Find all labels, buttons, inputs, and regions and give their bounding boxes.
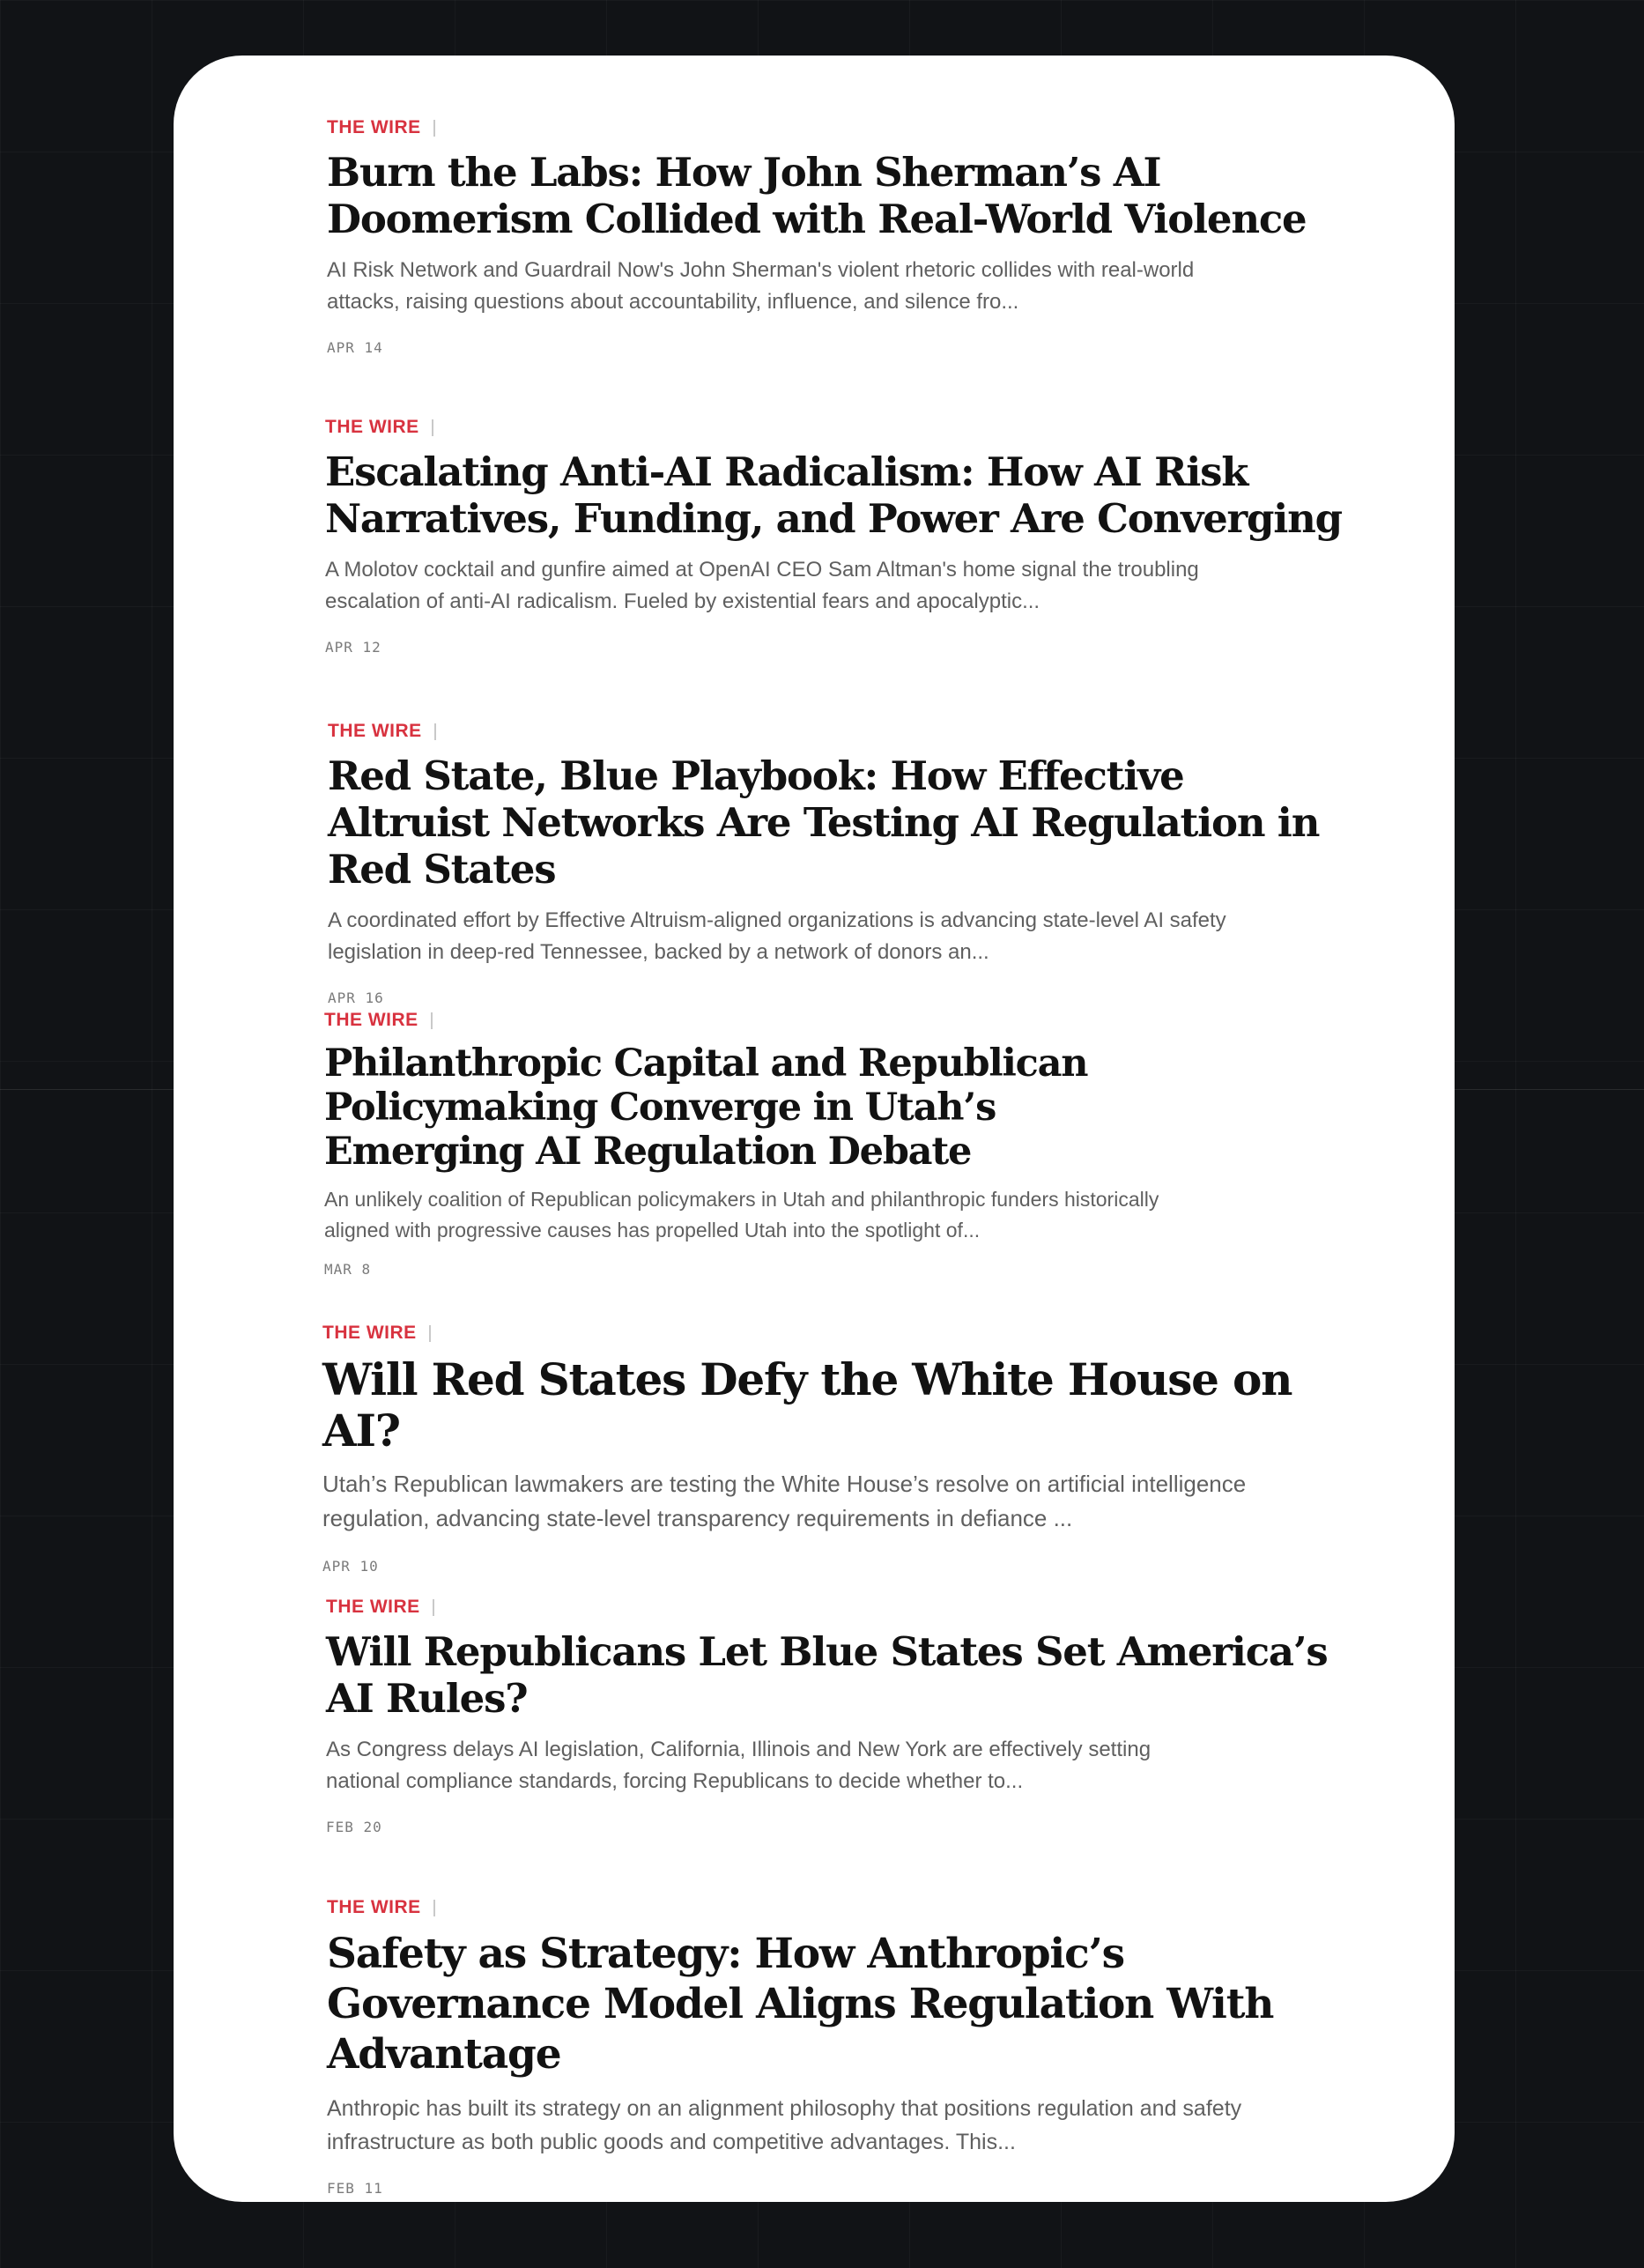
article-kicker	[327, 1897, 1349, 1918]
article-excerpt: An unlikely coalition of Republican policymakers in Utah and philanthropic funders historically aligned with progressive causes has propelled Utah into the spotlight of...	[324, 1188, 1159, 1241]
kicker-divider	[434, 723, 436, 740]
article-item[interactable]	[327, 117, 1349, 356]
article-excerpt: Utah’s Republican lawmakers are testing the White House’s resolve on artificial intelligence regulation, advancing state-level transparency requirements in defiance ...	[322, 1471, 1247, 1531]
article-date: FEB 20	[326, 1819, 382, 1835]
article-title[interactable]: Burn the Labs: How John Sherman’s AI Doomerism Collided with Real-World Violence	[327, 149, 1307, 242]
article-item[interactable]	[327, 1897, 1349, 2197]
article-kicker	[325, 417, 1347, 438]
article-title[interactable]: Will Red States Defy the White House on AI?	[322, 1353, 1292, 1456]
article-title[interactable]: Red State, Blue Playbook: How Effective Altruist Networks Are Testing AI Regulation in Red States	[328, 752, 1320, 893]
article-item[interactable]	[325, 417, 1347, 656]
article-excerpt: A coordinated effort by Effective Altruism-aligned organizations is advancing state-level AI safety legislation in deep-red Tennessee, backed by a network of donors an...	[328, 908, 1226, 964]
section-label[interactable]: THE WIRE	[328, 721, 422, 741]
article-kicker	[326, 1597, 1348, 1618]
article-date: APR 12	[325, 639, 381, 656]
article-item[interactable]	[328, 721, 1350, 1006]
article-excerpt: As Congress delays AI legislation, California, Illinois and New York are effectively setting national compliance standards, forcing Republicans to decide whether to...	[326, 1738, 1152, 1793]
article-title[interactable]: Philanthropic Capital and Republican Policymaking Converge in Utah’s Emerging AI Regulation Debate	[324, 1041, 1088, 1174]
article-item[interactable]	[322, 1323, 1344, 1575]
section-label[interactable]: THE WIRE	[326, 1597, 420, 1617]
kicker-divider	[433, 120, 435, 137]
article-date: APR 16	[328, 989, 384, 1006]
article-item[interactable]	[324, 1010, 1346, 1278]
kicker-divider	[432, 419, 433, 436]
article-title[interactable]: Safety as Strategy: How Anthropic’s Governance Model Aligns Regulation With Advantage	[327, 1930, 1274, 2079]
article-kicker	[327, 117, 1349, 138]
article-title[interactable]: Escalating Anti-AI Radicalism: How AI Risk Narratives, Funding, and Power Are Converging	[325, 448, 1342, 542]
article-date: FEB 11	[327, 2180, 383, 2197]
article-date: APR 14	[327, 339, 383, 356]
article-list-card	[174, 56, 1455, 2202]
article-excerpt: AI Risk Network and Guardrail Now's John Sherman's violent rhetoric collides with real-world attacks, raising questions about accountability, influence, and silence fro...	[327, 258, 1195, 314]
article-excerpt: Anthropic has built its strategy on an alignment philosophy that positions regulation and safety infrastructure as both public goods and competitive advantages. This...	[327, 2096, 1242, 2154]
article-kicker	[322, 1323, 1344, 1344]
kicker-divider	[429, 1325, 431, 1342]
article-date: MAR 8	[324, 1261, 372, 1278]
article-title[interactable]: Will Republicans Let Blue States Set America’s AI Rules?	[326, 1628, 1328, 1722]
article-kicker	[328, 721, 1350, 742]
article-item[interactable]	[326, 1597, 1348, 1835]
article-excerpt: A Molotov cocktail and gunfire aimed at OpenAI CEO Sam Altman's home signal the troubling escalation of anti-AI radicalism. Fueled by existential fears and apocalyptic...	[325, 558, 1199, 613]
section-label[interactable]: THE WIRE	[324, 1010, 418, 1030]
section-label[interactable]: THE WIRE	[322, 1323, 417, 1343]
article-kicker	[324, 1010, 1346, 1031]
section-label[interactable]: THE WIRE	[327, 1897, 421, 1917]
section-label[interactable]: THE WIRE	[325, 417, 419, 437]
kicker-divider	[431, 1012, 433, 1029]
section-label[interactable]: THE WIRE	[327, 117, 421, 137]
kicker-divider	[433, 1900, 435, 1916]
article-date: APR 10	[322, 1558, 379, 1575]
kicker-divider	[433, 1599, 434, 1616]
